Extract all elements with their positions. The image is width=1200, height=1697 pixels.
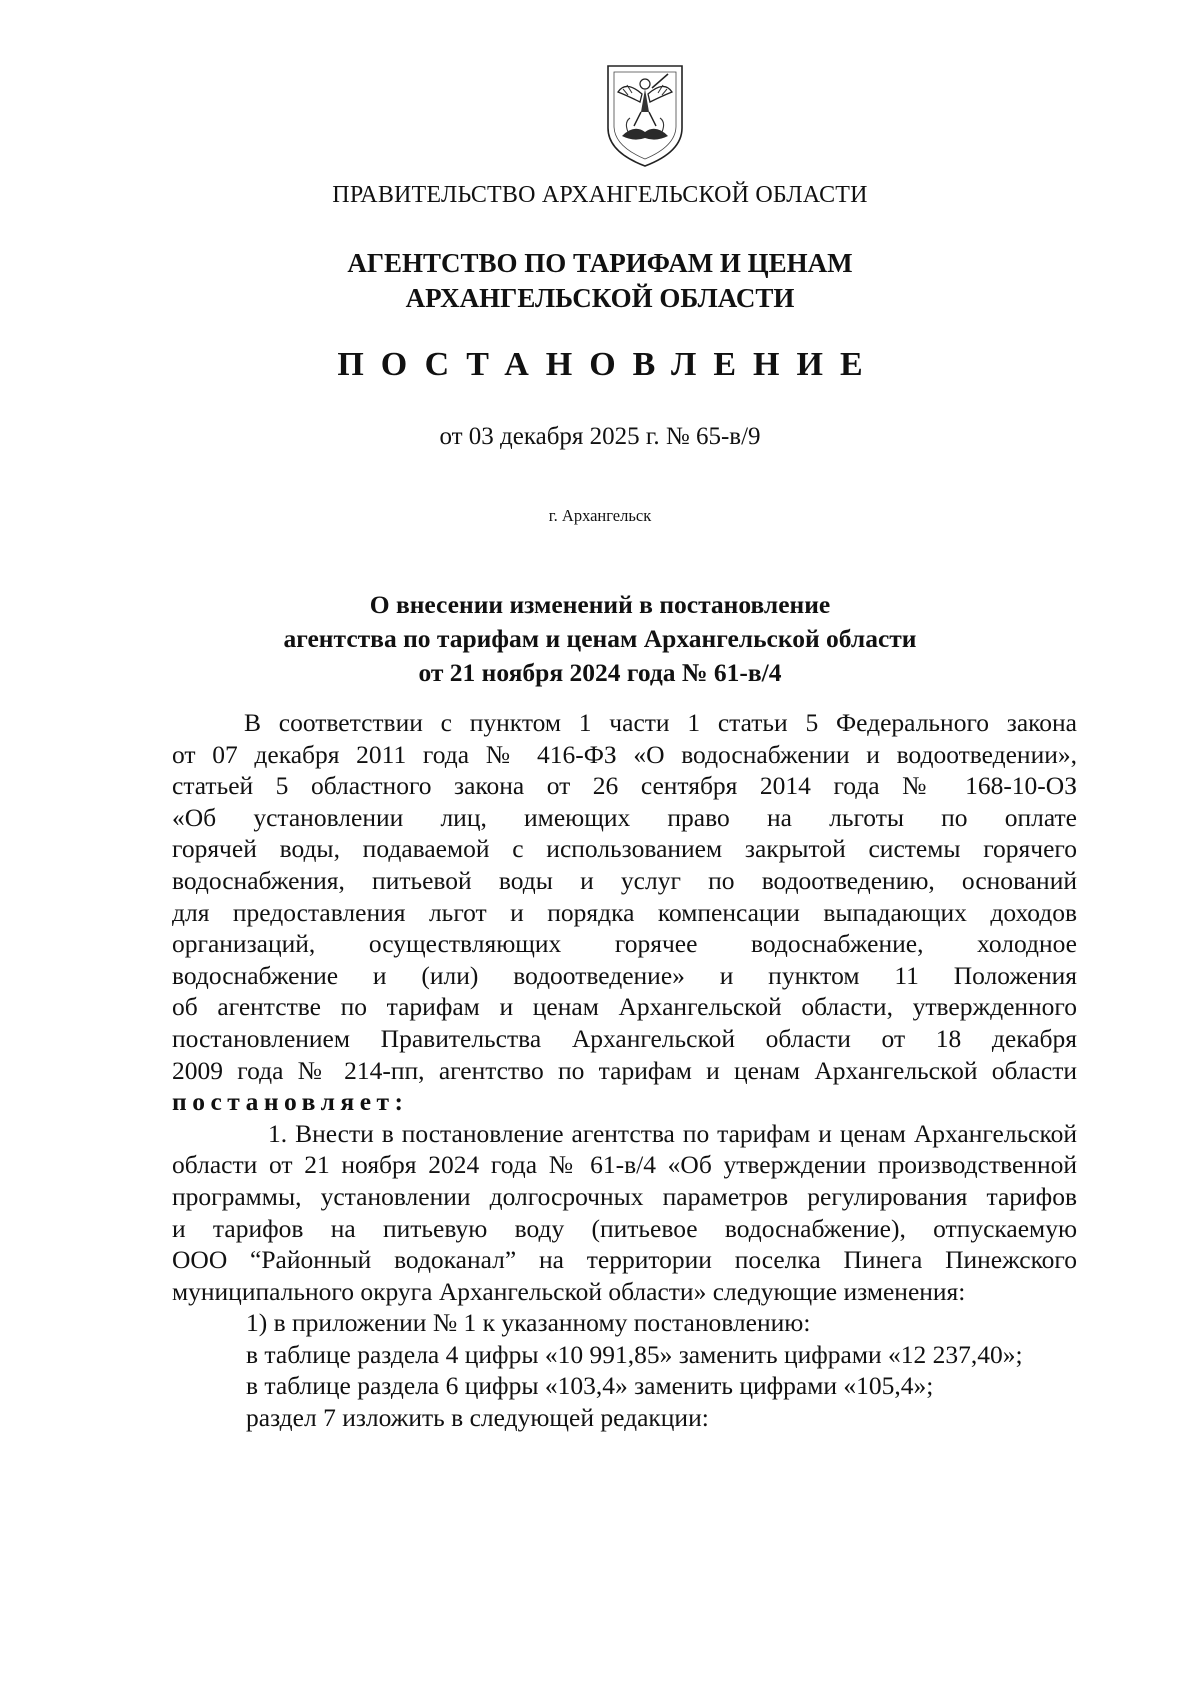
body-line: 1. Внести в постановление агентства по тарифам и ценам Архангельской [268,1118,1077,1148]
body-line: статьей 5 областного закона от 26 сентября 2014 года № 168-10-ОЗ [172,771,1077,801]
list-item: в таблице раздела 6 цифры «103,4» заменить цифрами «105,4»; [246,1371,934,1401]
body-line: водоснабжение и (или) водоотведение» и пунктом 11 Положения [172,960,1077,990]
body-line: для предоставления льгот и порядка компенсации выпадающих доходов [172,897,1077,927]
body-line: водоснабжения, питьевой воды и услуг по водоотведению, оснований [172,865,1077,895]
document-title-line: от 21 ноября 2024 года № 61-в/4 [418,658,782,687]
body-line: от 07 декабря 2011 года № 416-ФЗ «О водоснабжении и водоотведении», [172,739,1077,769]
body-line: об агентстве по тарифам и ценам Архангельской области, утвержденного [172,992,1077,1022]
document-date-number: от 03 декабря 2025 г. № 65-в/9 [439,423,761,450]
list-item: в таблице раздела 4 цифры «10 991,85» заменить цифрами «12 237,40»; [246,1339,1023,1369]
body-line: муниципального округа Архангельской области» следующие изменения: [172,1276,966,1306]
list-item: раздел 7 изложить в следующей редакции: [246,1403,709,1433]
body-line: «Об установлении лиц, имеющих право на льготы по оплате [172,802,1077,832]
body-line: области от 21 ноября 2024 года № 61-в/4 «Об утверждении производственной [172,1150,1077,1180]
body-line: программы, установлении долгосрочных параметров регулирования тарифов [172,1181,1077,1211]
list-item: 1) в приложении № 1 к указанному постановлению: [246,1308,811,1338]
document-title-line: О внесении изменений в постановление [369,590,831,619]
body-line: постановлением Правительства Архангельской области от 18 декабря [172,1023,1077,1053]
body-line: В соответствии с пунктом 1 части 1 статьи 5 Федерального закона [244,708,1077,737]
coat-of-arms-icon [604,62,686,168]
agency-name-line: АГЕНТСТВО ПО ТАРИФАМ И ЦЕНАМ [347,248,853,278]
document-type: ПОСТАНОВЛЕНИЕ [337,346,880,383]
document-title-line: агентства по тарифам и ценам Архангельской области [283,624,917,653]
document-city: г. Архангельск [548,506,652,525]
body-line: горячей воды, подаваемой с использованием закрытой системы горячего [172,834,1077,864]
agency-name-line: АРХАНГЕЛЬСКОЙ ОБЛАСТИ [405,283,795,313]
agency-name [0,246,1200,316]
body-line: 2009 года № 214-пп, агентство по тарифам и ценам Архангельской области [172,1055,1077,1085]
body-line: и тарифов на питьевую воду (питьевое водоснабжение), отпускаемую [172,1213,1077,1243]
government-name: ПРАВИТЕЛЬСТВО АРХАНГЕЛЬСКОЙ ОБЛАСТИ [332,182,868,208]
decree-word: постановляет: [172,1087,409,1117]
body-line: ООО “Районный водоканал” на территории поселка Пинега Пинежского [172,1245,1077,1275]
document-title [0,588,1200,690]
document-body [172,707,1077,1434]
body-line: организаций, осуществляющих горячее водоснабжение, холодное [172,929,1077,959]
